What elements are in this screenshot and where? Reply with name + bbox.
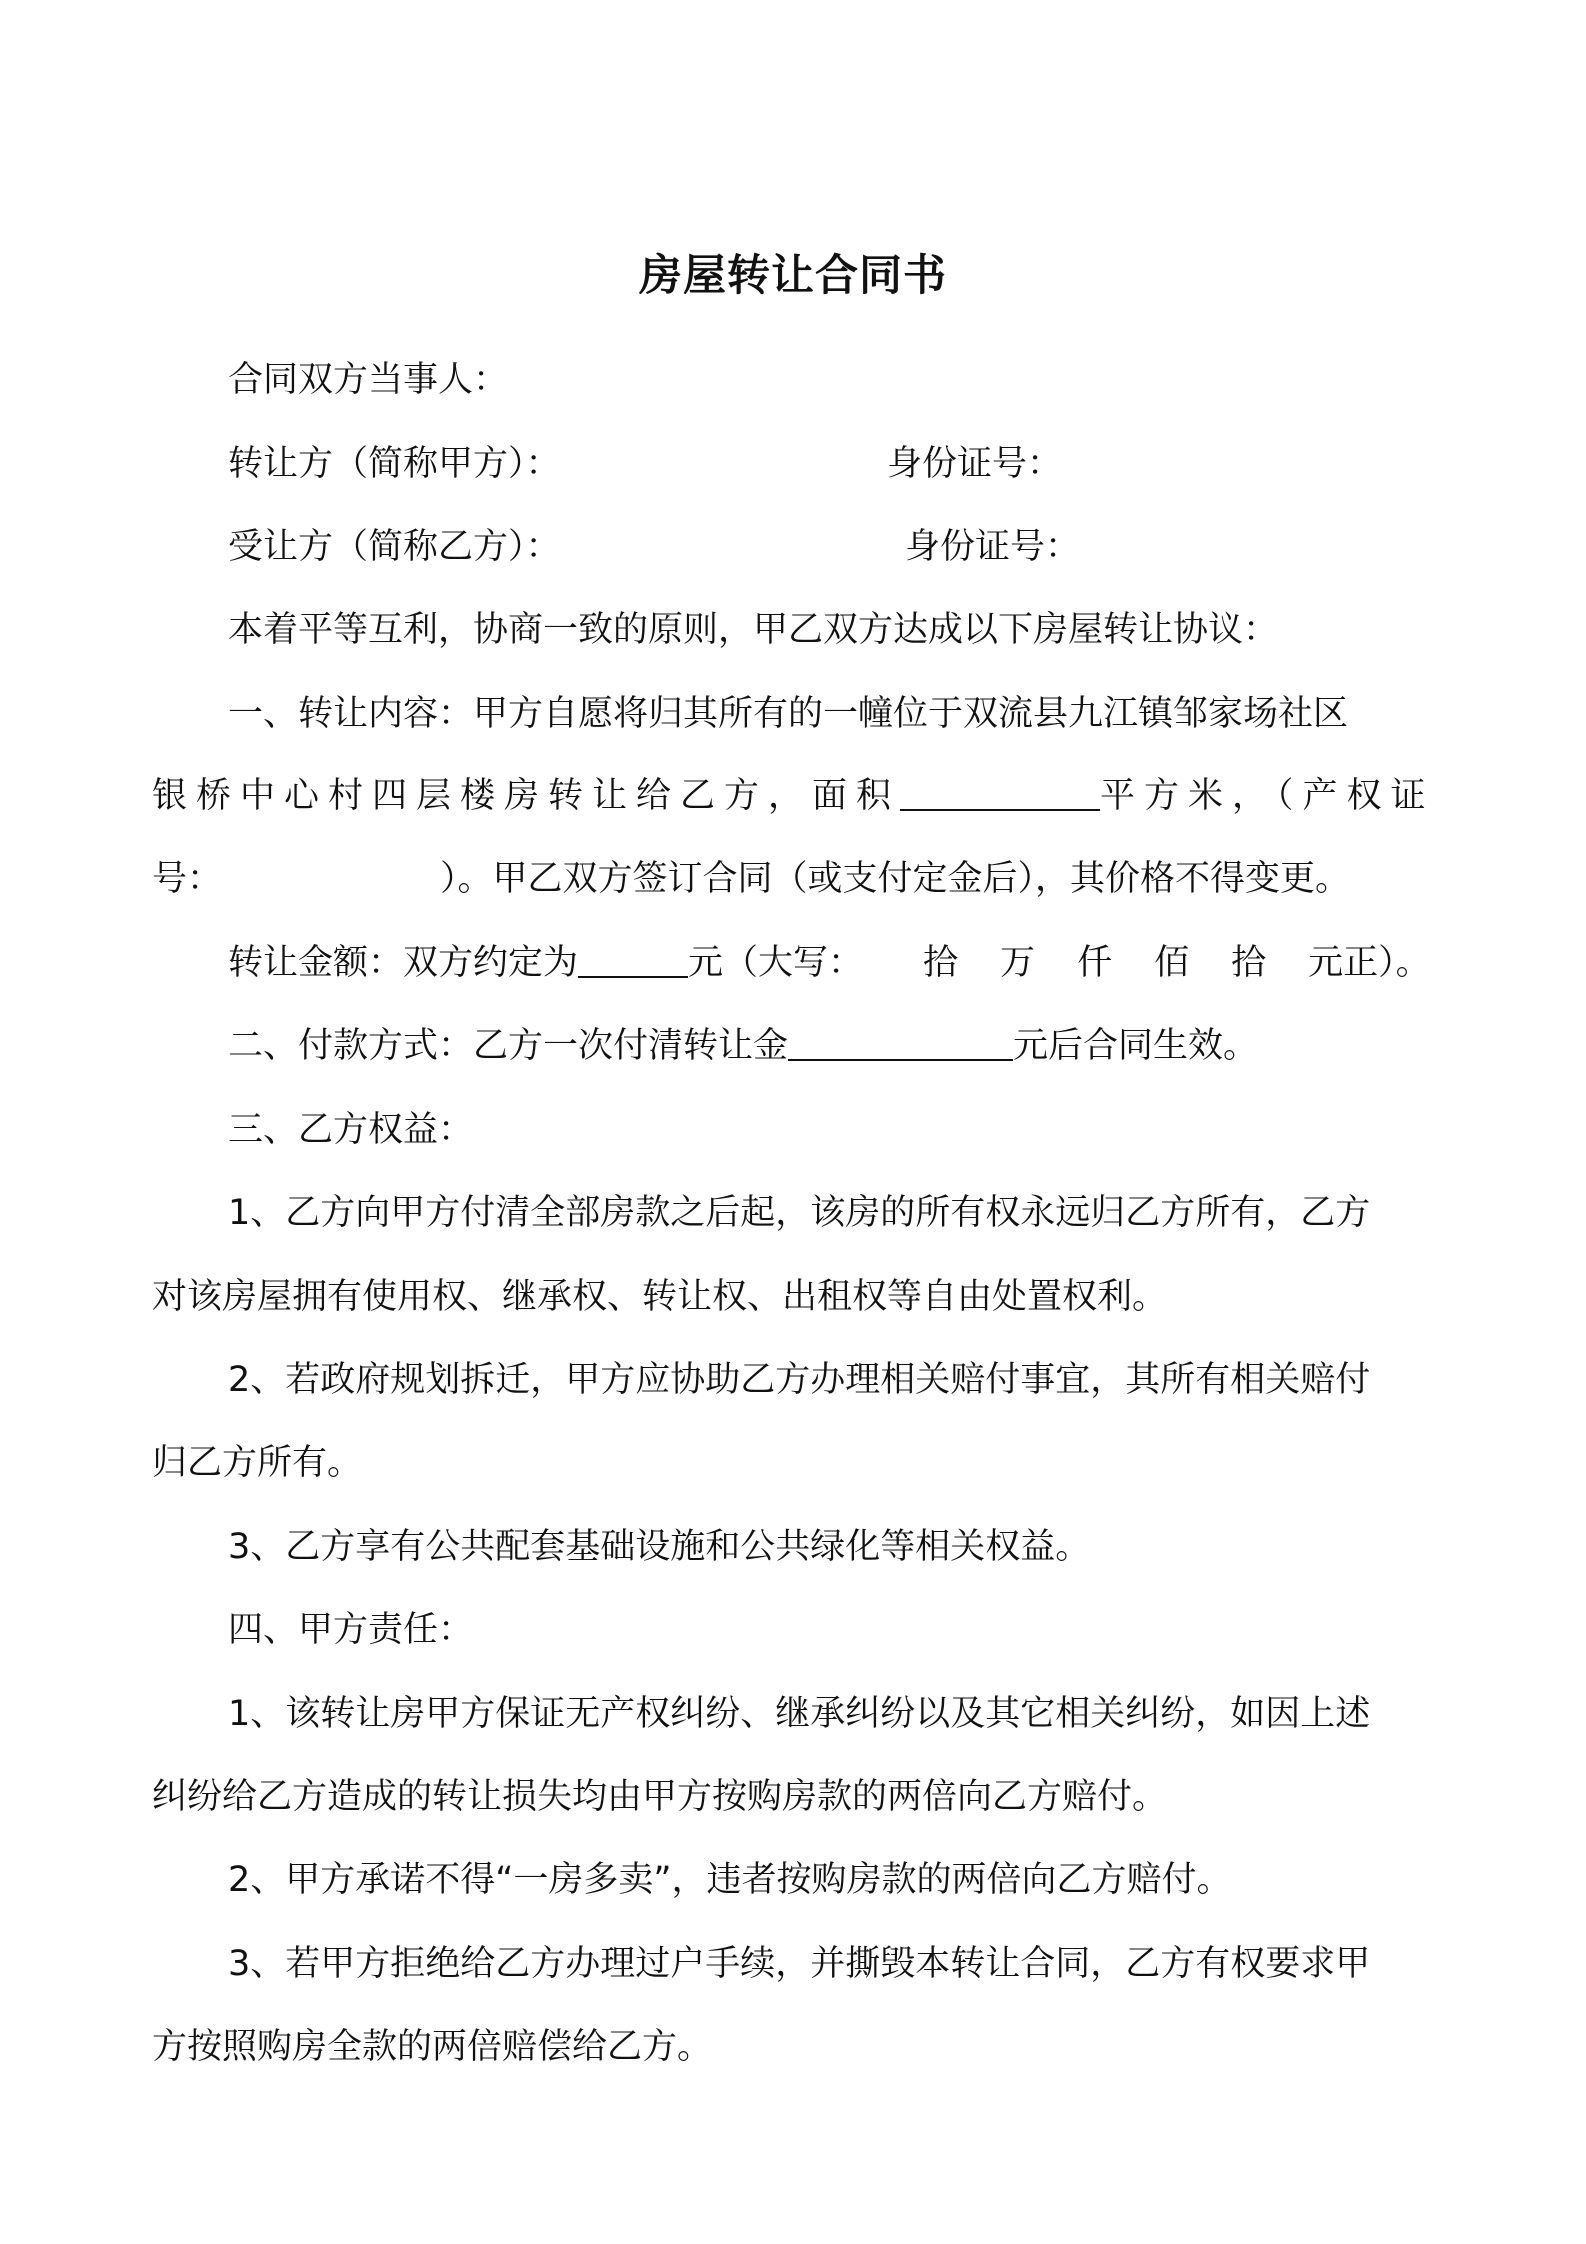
unit-wan: 万 — [1000, 943, 1036, 983]
document-title: 房屋转让合同书 — [639, 251, 947, 301]
section3-heading: 三、乙方权益： — [228, 1110, 474, 1150]
section3-item2-line1: 2、若政府规划拆迁，甲方应协助乙方办理相关赔付事宜，其所有相关赔付 — [228, 1360, 1371, 1400]
section4-item3-line2: 方按照购房全款的两倍赔偿给乙方。 — [152, 2027, 713, 2067]
payment-blank — [788, 1025, 1013, 1061]
parties-heading: 合同双方当事人： — [228, 360, 509, 400]
amount-capital-label: 元（大写： — [688, 943, 864, 983]
area-blank — [900, 775, 1100, 811]
section1-line2 — [152, 774, 1435, 818]
unit-bai: 佰 — [1154, 943, 1190, 983]
payment-method-text: 二、付款方式：乙方一次付清转让金 — [228, 1026, 789, 1066]
transferor-label: 转让方（简称甲方）： — [228, 444, 561, 484]
amount-label: 转让金额：双方约定为 — [228, 943, 579, 983]
section4-heading: 四、甲方责任： — [228, 1610, 474, 1650]
section1-line1: 一、转让内容：甲方自愿将归其所有的一幢位于双流县九江镇邹家场社区 — [228, 694, 1349, 734]
transferee-id-label: 身份证号： — [905, 527, 1081, 567]
unit-shi-wan: 拾 — [923, 943, 959, 983]
section4-item2: 2、甲方承诺不得“一房多卖”，违者按购房款的两倍向乙方赔付。 — [228, 1860, 1232, 1900]
preamble: 本着平等互利，协商一致的原则，甲乙双方达成以下房屋转让协议： — [228, 610, 1279, 650]
section4-item1-line1: 1、该转让房甲方保证无产权纠纷、继承纠纷以及其它相关纠纷，如因上述 — [228, 1694, 1371, 1734]
payment-effective-text: 元后合同生效。 — [1013, 1026, 1259, 1066]
section3-item3: 3、乙方享有公共配套基础设施和公共绿化等相关权益。 — [228, 1527, 1091, 1567]
section4-item1-line2: 纠纷给乙方造成的转让损失均由甲方按购房款的两倍向乙方赔付。 — [152, 1777, 1168, 1817]
unit-shi: 拾 — [1231, 943, 1267, 983]
section1-line2-text-b: 平方米，（产权证 — [1100, 776, 1435, 816]
transferee-label: 受让方（简称乙方）： — [228, 527, 561, 567]
section1-line3 — [152, 857, 1350, 901]
unit-qian: 仟 — [1077, 943, 1113, 983]
section1-line3-text: ）。甲乙双方签订合同（或支付定金后），其价格不得变更。 — [440, 859, 1351, 899]
section3-item1-line1: 1、乙方向甲方付清全部房款之后起，该房的所有权永远归乙方所有，乙方 — [228, 1193, 1371, 1233]
section1-line2-text-a: 银桥中心村四层楼房转让给乙方，面积 — [152, 776, 901, 816]
amount-line — [228, 941, 1431, 985]
section4-item3-line1: 3、若甲方拒绝给乙方办理过户手续，并撕毁本转让合同，乙方有权要求甲 — [228, 1944, 1371, 1984]
amount-end: 元正）。 — [1308, 943, 1431, 983]
amount-blank — [578, 942, 688, 978]
transferor-id-label: 身份证号： — [887, 444, 1063, 484]
section2-line — [228, 1024, 1258, 1068]
certificate-label: 号： — [152, 859, 223, 899]
section3-item2-line2: 归乙方所有。 — [152, 1443, 363, 1483]
section3-item1-line2: 对该房屋拥有使用权、继承权、转让权、出租权等自由处置权利。 — [152, 1277, 1168, 1317]
